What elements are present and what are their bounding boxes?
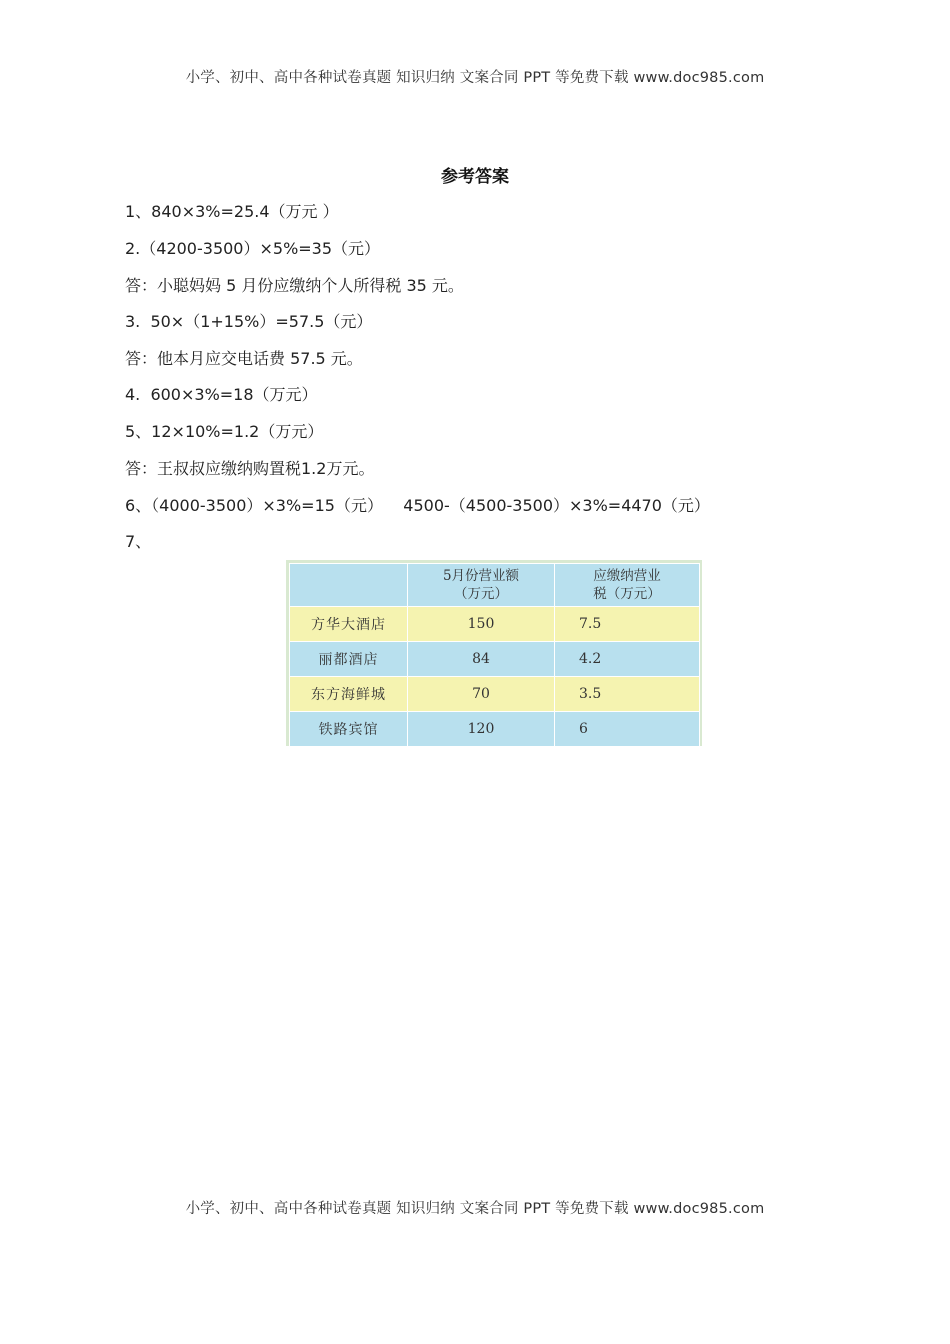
row-name: 铁路宾馆 [290, 712, 408, 747]
answer-line-6: 4. 600×3%=18（万元） [125, 385, 318, 404]
page-header: 小学、初中、高中各种试卷真题 知识归纳 文案合同 PPT 等免费下载 www.doc985.com [185, 70, 765, 86]
answer-line-5: 答：他本月应交电话费 57.5 元。 [125, 349, 363, 368]
row-tax: 4.2 [555, 642, 700, 677]
row-revenue: 70 [408, 677, 555, 712]
table-row [290, 712, 700, 747]
row-revenue: 150 [408, 607, 555, 642]
answer-line-10: 7、 [125, 532, 152, 551]
row-name: 方华大酒店 [290, 607, 408, 642]
row-name: 东方海鲜城 [290, 677, 408, 712]
row-tax: 6 [555, 712, 700, 747]
answer-line-1: 1、840×3%=25.4（万元 ） [125, 202, 339, 221]
page-footer: 小学、初中、高中各种试卷真题 知识归纳 文案合同 PPT 等免费下载 www.doc985.com [185, 1201, 765, 1217]
answer-line-4: 3. 50×（1+15%）=57.5（元） [125, 312, 373, 331]
header-revenue-text: 5月份营业额 （万元） [442, 568, 520, 602]
table-row [290, 642, 700, 677]
tax-table-image [286, 560, 702, 746]
row-tax: 7.5 [555, 607, 700, 642]
tax-table [289, 563, 700, 747]
table-header-row [290, 564, 700, 607]
answer-line-3: 答：小聪妈妈 5 月份应缴纳个人所得税 35 元。 [125, 276, 464, 295]
answer-line-9: 6、（4000-3500）×3%=15（元） 4500-（4500-3500）×3%=4470（元） [125, 496, 710, 515]
header-tax-text: 应缴纳营业 税（万元） [593, 568, 661, 602]
header-cell-revenue [408, 564, 555, 607]
header-cell-blank [290, 564, 408, 607]
row-name: 丽都酒店 [290, 642, 408, 677]
table-row [290, 607, 700, 642]
row-revenue: 84 [408, 642, 555, 677]
table-row [290, 677, 700, 712]
answer-line-2: 2.（4200-3500）×5%=35（元） [125, 239, 381, 258]
page-title: 参考答案 [441, 167, 509, 187]
row-revenue: 120 [408, 712, 555, 747]
answer-line-7: 5、12×10%=1.2（万元） [125, 422, 324, 441]
answer-line-8: 答：王叔叔应缴纳购置税1.2万元。 [125, 459, 375, 478]
row-tax: 3.5 [555, 677, 700, 712]
header-cell-tax [555, 564, 700, 607]
